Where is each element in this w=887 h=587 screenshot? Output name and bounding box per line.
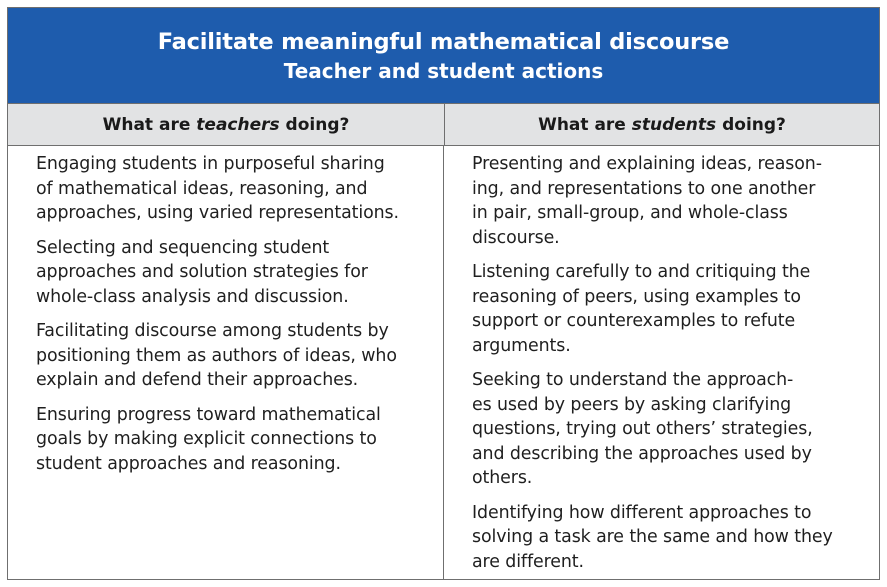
teachers-column	[8, 146, 444, 580]
students-heading-emphasis: students	[631, 114, 717, 135]
table-body	[8, 146, 879, 580]
table-banner	[8, 8, 879, 103]
student-action: Seeking to understand the approach- es used by peers by asking clarifying questions, trying out others’ strategies, and describing the approaches used by others.	[472, 370, 813, 488]
teachers-heading-prefix: What are	[102, 114, 197, 135]
student-action: Presenting and explaining ideas, reason- ing, and representations to one another in pair, small-group, and whole-class discourse.	[472, 154, 822, 248]
student-action: Listening carefully to and critiquing the reasoning of peers, using examples to support or counterexamples to refute arguments.	[472, 262, 811, 356]
teachers-column-heading	[8, 104, 445, 145]
students-column	[444, 146, 879, 580]
students-heading-prefix: What are	[538, 114, 632, 135]
teacher-action: Engaging students in purposeful sharing of mathematical ideas, reasoning, and approaches, using varied representations.	[36, 154, 399, 223]
students-column-heading	[445, 104, 879, 145]
teachers-heading-suffix: doing?	[279, 114, 350, 135]
teachers-heading-emphasis: teachers	[196, 114, 280, 135]
teacher-action: Facilitating discourse among students by positioning them as authors of ideas, who explain and defend their approaches.	[36, 321, 397, 390]
table-title: Facilitate meaningful mathematical discourse	[157, 29, 730, 55]
column-header-row	[8, 103, 879, 146]
teacher-action: Selecting and sequencing student approaches and solution strategies for whole-class analysis and discussion.	[36, 237, 368, 307]
teacher-student-actions-table	[7, 7, 880, 580]
student-action: Identifying how different approaches to solving a task are the same and how they are different.	[472, 502, 833, 572]
table-subtitle: Teacher and student actions	[283, 59, 604, 83]
teacher-action: Ensuring progress toward mathematical goals by making explicit connections to student approaches and reasoning.	[36, 404, 381, 474]
students-heading-suffix: doing?	[716, 114, 786, 135]
